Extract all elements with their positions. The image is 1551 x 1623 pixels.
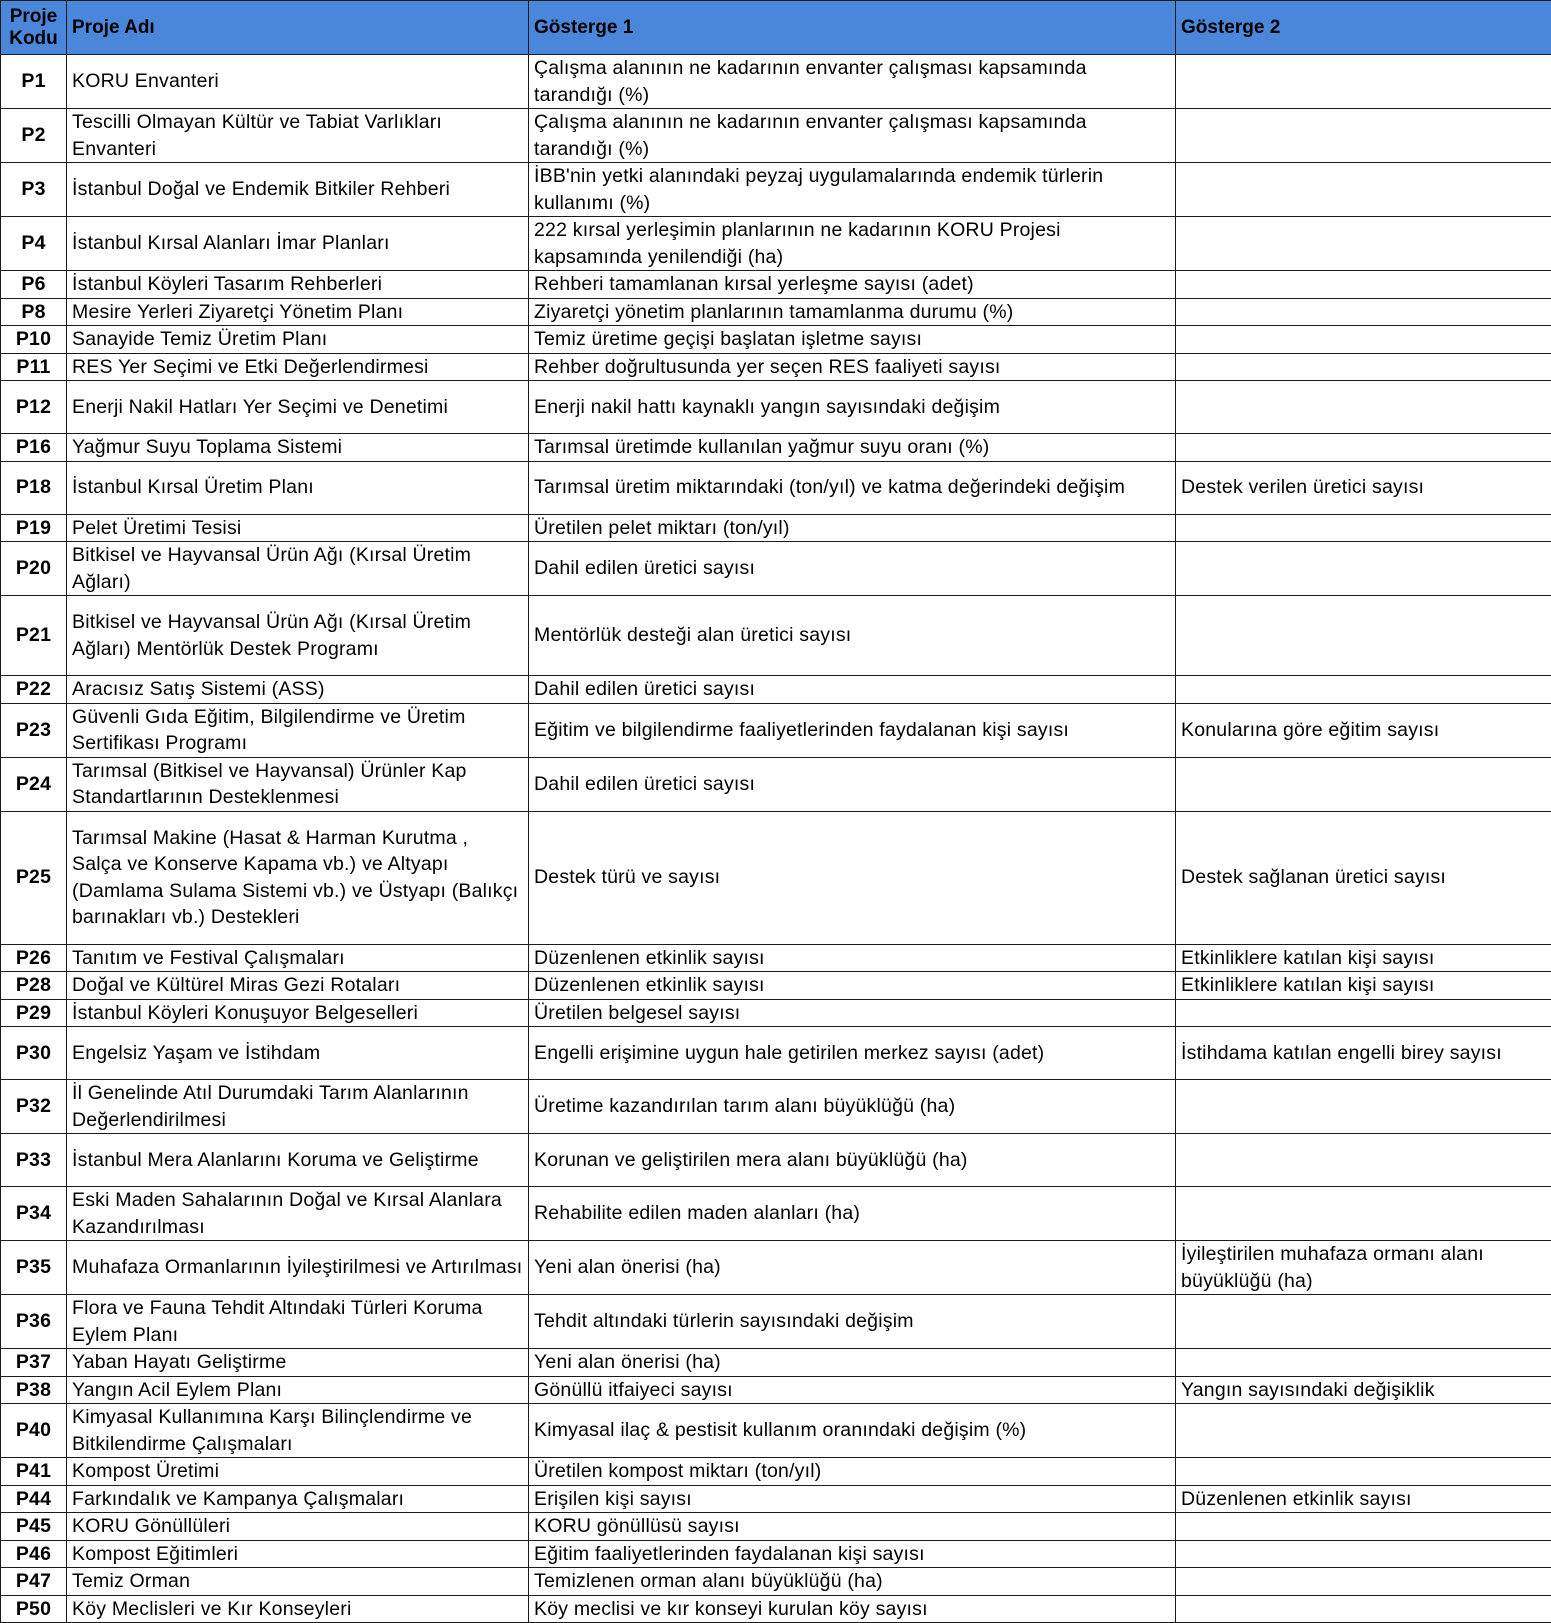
table-row bbox=[1, 1376, 1551, 1404]
table-row bbox=[1, 381, 1551, 434]
indicator-1-cell: Çalışma alanının ne kadarının envanter çalışması kapsamında tarandığı (%) bbox=[529, 109, 1176, 163]
project-code-cell: P26 bbox=[1, 944, 67, 972]
project-name-cell: Yaban Hayatı Geliştirme bbox=[67, 1349, 529, 1377]
project-name-cell: Doğal ve Kültürel Miras Gezi Rotaları bbox=[67, 972, 529, 1000]
project-code-cell: P12 bbox=[1, 381, 67, 434]
table-body bbox=[1, 55, 1551, 1623]
indicator-2-cell bbox=[1176, 676, 1551, 704]
table-row bbox=[1, 1241, 1551, 1295]
header-indicator-2: Gösterge 2 bbox=[1176, 1, 1551, 55]
header-project-code: Proje Kodu bbox=[1, 1, 67, 55]
indicator-2-cell bbox=[1176, 55, 1551, 109]
indicator-1-cell: Rehabilite edilen maden alanları (ha) bbox=[529, 1187, 1176, 1241]
indicator-2-cell bbox=[1176, 1404, 1551, 1458]
project-code-cell: P21 bbox=[1, 596, 67, 676]
table-row bbox=[1, 757, 1551, 811]
project-code-cell: P47 bbox=[1, 1568, 67, 1596]
project-name-cell: Kimyasal Kullanımına Karşı Bilinçlendirme ve Bitkilendirme Çalışmaları bbox=[67, 1404, 529, 1458]
indicator-2-cell bbox=[1176, 353, 1551, 381]
project-name-cell: Aracısız Satış Sistemi (ASS) bbox=[67, 676, 529, 704]
indicator-1-cell: Köy meclisi ve kır konseyi kurulan köy sayısı bbox=[529, 1595, 1176, 1623]
table-row bbox=[1, 1595, 1551, 1623]
project-name-cell: KORU Envanteri bbox=[67, 55, 529, 109]
indicator-1-cell: Düzenlenen etkinlik sayısı bbox=[529, 972, 1176, 1000]
project-name-cell: KORU Gönüllüleri bbox=[67, 1513, 529, 1541]
table-row bbox=[1, 596, 1551, 676]
project-name-cell: İstanbul Kırsal Üretim Planı bbox=[67, 461, 529, 514]
project-code-cell: P36 bbox=[1, 1295, 67, 1349]
table-row bbox=[1, 542, 1551, 596]
project-name-cell: Kompost Üretimi bbox=[67, 1458, 529, 1486]
indicator-2-cell bbox=[1176, 1134, 1551, 1187]
project-name-cell: Yangın Acil Eylem Planı bbox=[67, 1376, 529, 1404]
indicator-2-cell: Destek sağlanan üretici sayısı bbox=[1176, 811, 1551, 944]
project-code-cell: P8 bbox=[1, 298, 67, 326]
table-row bbox=[1, 944, 1551, 972]
project-code-cell: P45 bbox=[1, 1513, 67, 1541]
table-row bbox=[1, 1404, 1551, 1458]
project-code-cell: P34 bbox=[1, 1187, 67, 1241]
project-code-cell: P1 bbox=[1, 55, 67, 109]
project-name-cell: Tanıtım ve Festival Çalışmaları bbox=[67, 944, 529, 972]
table-row bbox=[1, 1080, 1551, 1134]
indicator-2-cell: İstihdama katılan engelli birey sayısı bbox=[1176, 1027, 1551, 1080]
project-name-cell: RES Yer Seçimi ve Etki Değerlendirmesi bbox=[67, 353, 529, 381]
project-name-cell: Pelet Üretimi Tesisi bbox=[67, 514, 529, 542]
project-code-cell: P20 bbox=[1, 542, 67, 596]
indicator-1-cell: Kimyasal ilaç & pestisit kullanım oranındaki değişim (%) bbox=[529, 1404, 1176, 1458]
project-name-cell: Tarımsal Makine (Hasat & Harman Kurutma , Salça ve Konserve Kapama vb.) ve Altyapı (Damlama Sulama Sistemi vb.) ve Üstyapı (Balıkçı barınakları vb.) Destekleri bbox=[67, 811, 529, 944]
indicator-2-cell bbox=[1176, 298, 1551, 326]
indicator-1-cell: Tehdit altındaki türlerin sayısındaki değişim bbox=[529, 1295, 1176, 1349]
table-row bbox=[1, 999, 1551, 1027]
table-row bbox=[1, 1458, 1551, 1486]
indicator-2-cell: Etkinliklere katılan kişi sayısı bbox=[1176, 972, 1551, 1000]
indicator-2-cell bbox=[1176, 434, 1551, 462]
indicator-1-cell: Düzenlenen etkinlik sayısı bbox=[529, 944, 1176, 972]
table-row bbox=[1, 461, 1551, 514]
indicator-2-cell: Destek verilen üretici sayısı bbox=[1176, 461, 1551, 514]
indicator-1-cell: Rehber doğrultusunda yer seçen RES faaliyeti sayısı bbox=[529, 353, 1176, 381]
indicator-2-cell bbox=[1176, 1513, 1551, 1541]
project-name-cell: Sanayide Temiz Üretim Planı bbox=[67, 326, 529, 354]
table-row bbox=[1, 271, 1551, 299]
indicator-2-cell bbox=[1176, 999, 1551, 1027]
indicator-1-cell: Üretilen pelet miktarı (ton/yıl) bbox=[529, 514, 1176, 542]
project-code-cell: P35 bbox=[1, 1241, 67, 1295]
indicator-1-cell: Tarımsal üretimde kullanılan yağmur suyu oranı (%) bbox=[529, 434, 1176, 462]
table-row bbox=[1, 298, 1551, 326]
table-row bbox=[1, 55, 1551, 109]
indicator-2-cell bbox=[1176, 1295, 1551, 1349]
table-row bbox=[1, 703, 1551, 757]
project-name-cell: Bitkisel ve Hayvansal Ürün Ağı (Kırsal Üretim Ağları) bbox=[67, 542, 529, 596]
table-row bbox=[1, 1134, 1551, 1187]
project-code-cell: P19 bbox=[1, 514, 67, 542]
indicator-2-cell bbox=[1176, 217, 1551, 271]
project-code-cell: P23 bbox=[1, 703, 67, 757]
indicator-2-cell bbox=[1176, 757, 1551, 811]
indicator-2-cell: Konularına göre eğitim sayısı bbox=[1176, 703, 1551, 757]
project-name-cell: Temiz Orman bbox=[67, 1568, 529, 1596]
indicator-1-cell: 222 kırsal yerleşimin planlarının ne kadarının KORU Projesi kapsamında yenilendiği (ha) bbox=[529, 217, 1176, 271]
project-code-cell: P40 bbox=[1, 1404, 67, 1458]
table-row bbox=[1, 514, 1551, 542]
table-row bbox=[1, 163, 1551, 217]
indicator-1-cell: Gönüllü itfaiyeci sayısı bbox=[529, 1376, 1176, 1404]
indicator-2-cell: Düzenlenen etkinlik sayısı bbox=[1176, 1485, 1551, 1513]
indicator-2-cell bbox=[1176, 163, 1551, 217]
indicator-1-cell: KORU gönüllüsü sayısı bbox=[529, 1513, 1176, 1541]
table-row bbox=[1, 109, 1551, 163]
project-name-cell: İstanbul Mera Alanlarını Koruma ve Geliştirme bbox=[67, 1134, 529, 1187]
project-code-cell: P2 bbox=[1, 109, 67, 163]
indicator-2-cell bbox=[1176, 1080, 1551, 1134]
indicator-1-cell: Üretime kazandırılan tarım alanı büyüklüğü (ha) bbox=[529, 1080, 1176, 1134]
table-row bbox=[1, 1027, 1551, 1080]
indicator-1-cell: Destek türü ve sayısı bbox=[529, 811, 1176, 944]
indicator-1-cell: Enerji nakil hattı kaynaklı yangın sayısındaki değişim bbox=[529, 381, 1176, 434]
indicator-1-cell: Eğitim ve bilgilendirme faaliyetlerinden faydalanan kişi sayısı bbox=[529, 703, 1176, 757]
indicator-2-cell bbox=[1176, 271, 1551, 299]
table-row bbox=[1, 1568, 1551, 1596]
project-code-cell: P25 bbox=[1, 811, 67, 944]
indicator-1-cell: Temiz üretime geçişi başlatan işletme sayısı bbox=[529, 326, 1176, 354]
project-name-cell: İstanbul Doğal ve Endemik Bitkiler Rehberi bbox=[67, 163, 529, 217]
project-code-cell: P22 bbox=[1, 676, 67, 704]
indicator-1-cell: Çalışma alanının ne kadarının envanter çalışması kapsamında tarandığı (%) bbox=[529, 55, 1176, 109]
project-code-cell: P18 bbox=[1, 461, 67, 514]
project-name-cell: Kompost Eğitimleri bbox=[67, 1540, 529, 1568]
indicator-1-cell: Yeni alan önerisi (ha) bbox=[529, 1241, 1176, 1295]
indicator-2-cell bbox=[1176, 1595, 1551, 1623]
table-row bbox=[1, 972, 1551, 1000]
project-name-cell: Güvenli Gıda Eğitim, Bilgilendirme ve Üretim Sertifikası Programı bbox=[67, 703, 529, 757]
indicator-1-cell: İBB'nin yetki alanındaki peyzaj uygulamalarında endemik türlerin kullanımı (%) bbox=[529, 163, 1176, 217]
project-code-cell: P28 bbox=[1, 972, 67, 1000]
indicator-1-cell: Ziyaretçi yönetim planlarının tamamlanma durumu (%) bbox=[529, 298, 1176, 326]
project-name-cell: Enerji Nakil Hatları Yer Seçimi ve Denetimi bbox=[67, 381, 529, 434]
project-name-cell: Yağmur Suyu Toplama Sistemi bbox=[67, 434, 529, 462]
indicator-2-cell bbox=[1176, 1568, 1551, 1596]
indicator-1-cell: Üretilen belgesel sayısı bbox=[529, 999, 1176, 1027]
project-code-cell: P30 bbox=[1, 1027, 67, 1080]
project-name-cell: Eski Maden Sahalarının Doğal ve Kırsal Alanlara Kazandırılması bbox=[67, 1187, 529, 1241]
project-code-cell: P44 bbox=[1, 1485, 67, 1513]
indicator-1-cell: Engelli erişimine uygun hale getirilen merkez sayısı (adet) bbox=[529, 1027, 1176, 1080]
project-code-cell: P46 bbox=[1, 1540, 67, 1568]
project-name-cell: İl Genelinde Atıl Durumdaki Tarım Alanlarının Değerlendirilmesi bbox=[67, 1080, 529, 1134]
project-code-cell: P16 bbox=[1, 434, 67, 462]
project-code-cell: P38 bbox=[1, 1376, 67, 1404]
indicator-2-cell bbox=[1176, 381, 1551, 434]
indicator-1-cell: Dahil edilen üretici sayısı bbox=[529, 757, 1176, 811]
project-name-cell: Mesire Yerleri Ziyaretçi Yönetim Planı bbox=[67, 298, 529, 326]
project-name-cell: Farkındalık ve Kampanya Çalışmaları bbox=[67, 1485, 529, 1513]
indicator-1-cell: Mentörlük desteği alan üretici sayısı bbox=[529, 596, 1176, 676]
header-row bbox=[1, 1, 1551, 55]
project-code-cell: P37 bbox=[1, 1349, 67, 1377]
table-row bbox=[1, 217, 1551, 271]
project-code-cell: P4 bbox=[1, 217, 67, 271]
table-row bbox=[1, 1485, 1551, 1513]
project-code-cell: P50 bbox=[1, 1595, 67, 1623]
project-name-cell: İstanbul Köyleri Tasarım Rehberleri bbox=[67, 271, 529, 299]
indicator-2-cell: İyileştirilen muhafaza ormanı alanı büyüklüğü (ha) bbox=[1176, 1241, 1551, 1295]
indicator-2-cell bbox=[1176, 514, 1551, 542]
project-name-cell: Engelsiz Yaşam ve İstihdam bbox=[67, 1027, 529, 1080]
indicator-1-cell: Dahil edilen üretici sayısı bbox=[529, 542, 1176, 596]
indicator-2-cell bbox=[1176, 109, 1551, 163]
indicator-1-cell: Rehberi tamamlanan kırsal yerleşme sayısı (adet) bbox=[529, 271, 1176, 299]
project-code-cell: P24 bbox=[1, 757, 67, 811]
table-row bbox=[1, 434, 1551, 462]
project-code-cell: P11 bbox=[1, 353, 67, 381]
project-code-cell: P3 bbox=[1, 163, 67, 217]
table-row bbox=[1, 676, 1551, 704]
project-name-cell: Tarımsal (Bitkisel ve Hayvansal) Ürünler Kap Standartlarının Desteklenmesi bbox=[67, 757, 529, 811]
indicator-2-cell bbox=[1176, 1349, 1551, 1377]
indicator-2-cell bbox=[1176, 542, 1551, 596]
project-name-cell: Bitkisel ve Hayvansal Ürün Ağı (Kırsal Üretim Ağları) Mentörlük Destek Programı bbox=[67, 596, 529, 676]
indicator-2-cell bbox=[1176, 326, 1551, 354]
indicator-1-cell: Dahil edilen üretici sayısı bbox=[529, 676, 1176, 704]
project-name-cell: Köy Meclisleri ve Kır Konseyleri bbox=[67, 1595, 529, 1623]
indicator-2-cell bbox=[1176, 596, 1551, 676]
project-code-cell: P33 bbox=[1, 1134, 67, 1187]
table-row bbox=[1, 1513, 1551, 1541]
table-row bbox=[1, 811, 1551, 944]
indicator-2-cell bbox=[1176, 1187, 1551, 1241]
table-header bbox=[1, 1, 1551, 55]
indicator-1-cell: Erişilen kişi sayısı bbox=[529, 1485, 1176, 1513]
indicator-2-cell bbox=[1176, 1458, 1551, 1486]
project-code-cell: P32 bbox=[1, 1080, 67, 1134]
indicator-1-cell: Yeni alan önerisi (ha) bbox=[529, 1349, 1176, 1377]
table-row bbox=[1, 1540, 1551, 1568]
project-code-cell: P29 bbox=[1, 999, 67, 1027]
table-row bbox=[1, 1295, 1551, 1349]
project-name-cell: Muhafaza Ormanlarının İyileştirilmesi ve Artırılması bbox=[67, 1241, 529, 1295]
indicator-1-cell: Temizlenen orman alanı büyüklüğü (ha) bbox=[529, 1568, 1176, 1596]
project-code-cell: P10 bbox=[1, 326, 67, 354]
project-code-cell: P6 bbox=[1, 271, 67, 299]
header-project-name: Proje Adı bbox=[67, 1, 529, 55]
project-name-cell: Flora ve Fauna Tehdit Altındaki Türleri Koruma Eylem Planı bbox=[67, 1295, 529, 1349]
indicator-1-cell: Eğitim faaliyetlerinden faydalanan kişi sayısı bbox=[529, 1540, 1176, 1568]
project-name-cell: İstanbul Kırsal Alanları İmar Planları bbox=[67, 217, 529, 271]
table-row bbox=[1, 1187, 1551, 1241]
indicator-1-cell: Korunan ve geliştirilen mera alanı büyüklüğü (ha) bbox=[529, 1134, 1176, 1187]
table-row bbox=[1, 1349, 1551, 1377]
table-row bbox=[1, 326, 1551, 354]
indicator-1-cell: Üretilen kompost miktarı (ton/yıl) bbox=[529, 1458, 1176, 1486]
indicator-2-cell bbox=[1176, 1540, 1551, 1568]
indicator-2-cell: Yangın sayısındaki değişiklik bbox=[1176, 1376, 1551, 1404]
project-name-cell: İstanbul Köyleri Konuşuyor Belgeselleri bbox=[67, 999, 529, 1027]
table-row bbox=[1, 353, 1551, 381]
project-name-cell: Tescilli Olmayan Kültür ve Tabiat Varlıkları Envanteri bbox=[67, 109, 529, 163]
indicator-2-cell: Etkinliklere katılan kişi sayısı bbox=[1176, 944, 1551, 972]
indicator-1-cell: Tarımsal üretim miktarındaki (ton/yıl) ve katma değerindeki değişim bbox=[529, 461, 1176, 514]
header-indicator-1: Gösterge 1 bbox=[529, 1, 1176, 55]
project-code-cell: P41 bbox=[1, 1458, 67, 1486]
